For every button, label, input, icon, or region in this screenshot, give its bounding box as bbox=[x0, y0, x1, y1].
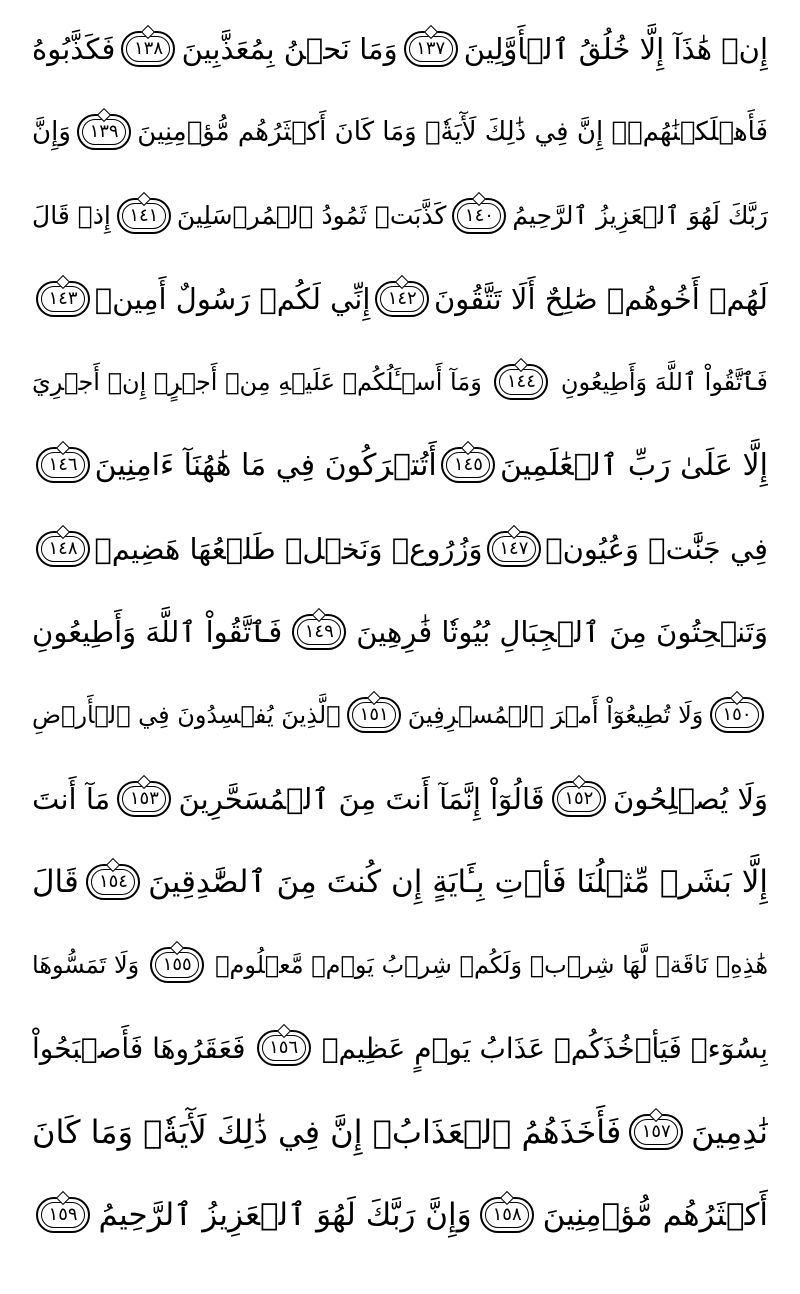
verse-line bbox=[32, 1093, 768, 1171]
ayah-number-marker: ١٤٤ bbox=[494, 364, 548, 400]
ayah-number-marker: ١٥٠ bbox=[710, 697, 764, 733]
ayah-number-marker: ١٤٢ bbox=[375, 281, 429, 317]
verse-text: أَتُتۡرَكُونَ فِي مَا هَٰهُنَآ ءَامِنِينَ bbox=[94, 447, 437, 483]
ayah-number-marker: ١٥٧ bbox=[629, 1114, 683, 1150]
verse-text: قَالَ bbox=[32, 863, 79, 900]
verse-text: كَذَّبَتۡ ثَمُودُ ٱلۡمُرۡسَلِينَ bbox=[176, 201, 447, 231]
verse-text: إِنۡ هَٰذَآ إِلَّا خُلُقُ ٱلۡأَوَّلِينَ bbox=[463, 32, 768, 66]
verse-text: وَلَا تُطِيعُوٓاْ أَمۡرَ ٱلۡمُسۡرِفِينَ bbox=[407, 701, 704, 730]
verse-text: إِذۡ قَالَ bbox=[32, 201, 111, 231]
verse-text: ٱلَّذِينَ يُفۡسِدُونَ فِي ٱلۡأَرۡضِ bbox=[32, 701, 341, 730]
verse-line bbox=[32, 593, 768, 671]
ayah-number-marker: ١٤٣ bbox=[36, 281, 90, 317]
verse-text: وَلَا يُصۡلِحُونَ bbox=[613, 781, 768, 816]
verse-text: فَأَخَذَهُمُ ٱلۡعَذَابُۚ إِنَّ فِي ذَٰلِكَ لَأٓيَةٗۖ وَمَا كَانَ bbox=[32, 1112, 622, 1151]
verse-text: بِسُوٓءٖ فَيَأۡخُذَكُمۡ عَذَابُ يَوۡمٍ عَظِيمٖ bbox=[321, 1031, 768, 1065]
verse-lines bbox=[32, 10, 768, 1254]
ayah-number-marker: ١٤٠ bbox=[452, 198, 506, 234]
verse-text: فِي جَنَّٰتٖ وَعُيُونٖ bbox=[545, 531, 768, 566]
verse-line bbox=[32, 177, 768, 255]
verse-line bbox=[32, 510, 768, 588]
verse-line bbox=[32, 926, 768, 1004]
verse-text: إِنِّي لَكُمۡ رَسُولٌ أَمِينٞ bbox=[94, 281, 371, 316]
ayah-number-marker: ١٥٢ bbox=[552, 781, 606, 817]
verse-text: وَإِنَّ رَبَّكَ لَهُوَ ٱلۡعَزِيزُ ٱلرَّحِيمُ bbox=[98, 1196, 472, 1233]
ayah-number-marker: ١٥٣ bbox=[117, 781, 171, 817]
ayah-number-marker: ١٣٩ bbox=[77, 114, 131, 150]
ayah-number-marker: ١٥٩ bbox=[36, 1197, 90, 1233]
verse-text: إِلَّا عَلَىٰ رَبِّ ٱلۡعَٰلَمِينَ bbox=[500, 447, 768, 483]
verse-text: قَالُوٓاْ إِنَّمَآ أَنتَ مِنَ ٱلۡمُسَحَّرِينَ bbox=[178, 781, 545, 816]
verse-line bbox=[32, 343, 768, 421]
verse-text: وَمَآ أَسۡـَٔلُكُمۡ عَلَيۡهِ مِنۡ أَجۡرٍۖ إِنۡ أَجۡرِيَ bbox=[32, 368, 482, 397]
ayah-number-marker: ١٤٧ bbox=[487, 531, 541, 567]
verse-text: أَكۡثَرُهُم مُّؤۡمِنِينَ bbox=[542, 1196, 768, 1233]
verse-text: فَٱتَّقُواْ ٱللَّهَ وَأَطِيعُونِ bbox=[32, 614, 283, 649]
verse-text: فَكَذَّبُوهُ bbox=[32, 32, 116, 66]
verse-text: وَلَا تَمَسُّوهَا bbox=[32, 951, 140, 980]
verse-text: وَمَا نَحۡنُ بِمُعَذَّبِينَ bbox=[181, 32, 398, 66]
ayah-number-marker: ١٣٨ bbox=[121, 31, 175, 67]
ayah-number-marker: ١٥٦ bbox=[257, 1030, 311, 1066]
verse-text: إِلَّا بَشَرٞ مِّثۡلُنَا فَأۡتِ بِـَٔايَةٍ إِن كُنتَ مِنَ ٱلصَّٰدِقِينَ bbox=[148, 863, 768, 900]
ayah-number-marker: ١٤١ bbox=[117, 198, 171, 234]
verse-text: فَأَهۡلَكۡنَٰهُمۡۚ إِنَّ فِي ذَٰلِكَ لَأٓيَةٗۖ وَمَا كَانَ أَكۡثَرُهُم مُّؤۡمِنِينَ bbox=[137, 117, 768, 148]
verse-line bbox=[32, 10, 768, 88]
verse-text: رَبَّكَ لَهُوَ ٱلۡعَزِيزُ ٱلرَّحِيمُ bbox=[512, 201, 768, 231]
verse-line bbox=[32, 676, 768, 754]
ayah-number-marker: ١٥٤ bbox=[86, 864, 140, 900]
ayah-number-marker: ١٤٥ bbox=[441, 447, 495, 483]
verse-line bbox=[32, 843, 768, 921]
verse-text: مَآ أَنتَ bbox=[32, 781, 111, 816]
verse-line bbox=[32, 260, 768, 338]
verse-line bbox=[32, 1176, 768, 1254]
ayah-number-marker: ١٤٨ bbox=[36, 531, 90, 567]
verse-line bbox=[32, 426, 768, 504]
verse-line bbox=[32, 760, 768, 838]
verse-text: وَإِنَّ bbox=[32, 117, 71, 148]
verse-text: وَزُرُوعٖ وَنَخۡلٖ طَلۡعُهَا هَضِيمٞ bbox=[94, 531, 483, 566]
ayah-number-marker: ١٥٥ bbox=[150, 947, 204, 983]
ayah-number-marker: ١٤٦ bbox=[36, 447, 90, 483]
verse-text: فَٱتَّقُواْ ٱللَّهَ وَأَطِيعُونِ bbox=[560, 368, 768, 397]
verse-text: وَتَنۡحِتُونَ مِنَ ٱلۡجِبَالِ بُيُوتٗا فَٰرِهِينَ bbox=[356, 614, 768, 649]
verse-text: هَٰذِهِۦ نَاقَةٞ لَّهَا شِرۡبٞ وَلَكُمۡ شِرۡبُ يَوۡمٖ مَّعۡلُومٖ bbox=[215, 951, 768, 980]
verse-text: لَهُمۡ أَخُوهُمۡ صَٰلِحٌ أَلَا تَتَّقُونَ bbox=[433, 281, 768, 316]
verse-line bbox=[32, 93, 768, 171]
ayah-number-marker: ١٤٩ bbox=[292, 614, 346, 650]
verse-line bbox=[32, 1009, 768, 1087]
verse-text: نَٰدِمِينَ bbox=[691, 1112, 768, 1151]
ayah-number-marker: ١٥١ bbox=[347, 697, 401, 733]
ayah-number-marker: ١٣٧ bbox=[404, 31, 458, 67]
verse-text: فَعَقَرُوهَا فَأَصۡبَحُواْ bbox=[32, 1031, 246, 1065]
ayah-number-marker: ١٥٨ bbox=[480, 1197, 534, 1233]
